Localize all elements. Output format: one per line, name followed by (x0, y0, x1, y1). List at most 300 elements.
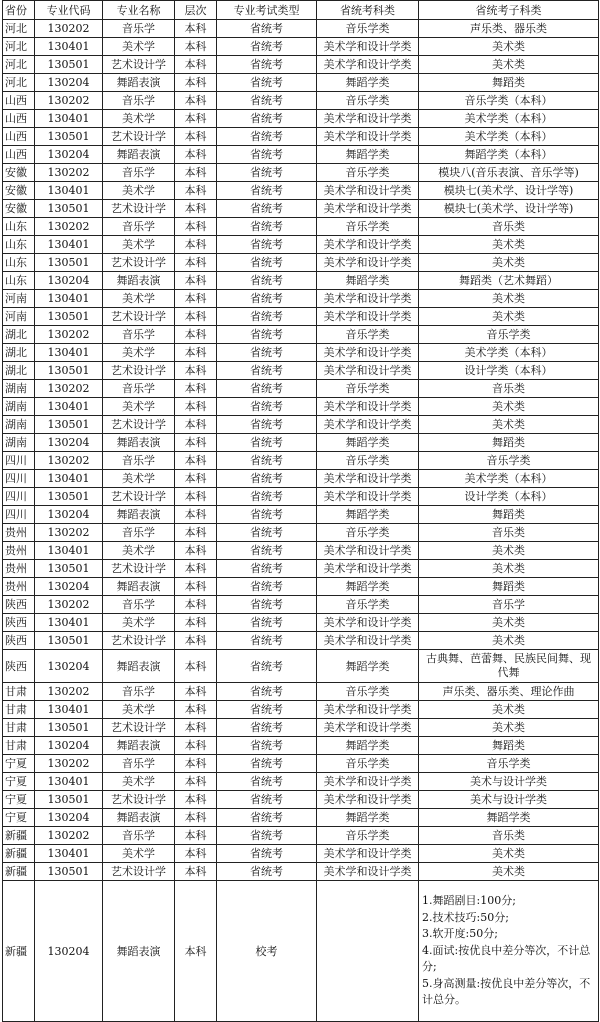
cell-exam-type: 省统考 (217, 380, 317, 398)
cell-level: 本科 (175, 20, 217, 38)
cell-level: 本科 (175, 683, 217, 701)
cell-province: 山西 (3, 110, 35, 128)
cell-subcategory: 美术类 (419, 308, 599, 326)
cell-category: 美术学和设计学类 (317, 470, 419, 488)
cell-major: 音乐学 (103, 755, 175, 773)
cell-province: 河南 (3, 290, 35, 308)
table-row (3, 398, 599, 416)
cell-major: 艺术设计学 (103, 488, 175, 506)
cell-subcategory: 舞蹈类 (419, 506, 599, 524)
cell-major: 音乐学 (103, 452, 175, 470)
cell-exam-type: 省统考 (217, 719, 317, 737)
cell-major: 美术学 (103, 290, 175, 308)
cell-level: 本科 (175, 863, 217, 881)
table-row (3, 344, 599, 362)
cell-province: 新疆 (3, 827, 35, 845)
cell-major: 舞蹈表演 (103, 146, 175, 164)
cell-level: 本科 (175, 38, 217, 56)
cell-subcategory: 美术学类（本科） (419, 110, 599, 128)
cell-exam-type: 省统考 (217, 128, 317, 146)
cell-level: 本科 (175, 182, 217, 200)
cell-province: 湖北 (3, 326, 35, 344)
cell-level: 本科 (175, 74, 217, 92)
cell-major: 美术学 (103, 38, 175, 56)
header-level: 层次 (175, 1, 217, 20)
cell-province: 宁夏 (3, 791, 35, 809)
table-row (3, 38, 599, 56)
cell-level: 本科 (175, 128, 217, 146)
table-row (3, 452, 599, 470)
cell-category: 美术学和设计学类 (317, 614, 419, 632)
cell-major: 音乐学 (103, 380, 175, 398)
cell-exam-type: 省统考 (217, 614, 317, 632)
header-category: 省统考科类 (317, 1, 419, 20)
cell-province: 陕西 (3, 614, 35, 632)
cell-exam-type: 省统考 (217, 182, 317, 200)
table-row (3, 74, 599, 92)
cell-subcategory: 音乐学类 (419, 452, 599, 470)
cell-category: 美术学和设计学类 (317, 344, 419, 362)
table-row (3, 845, 599, 863)
cell-category: 音乐学类 (317, 326, 419, 344)
table-row (3, 614, 599, 632)
cell-province: 陕西 (3, 596, 35, 614)
cell-major: 艺术设计学 (103, 128, 175, 146)
cell-major: 艺术设计学 (103, 863, 175, 881)
cell-major: 艺术设计学 (103, 200, 175, 218)
cell-category: 音乐学类 (317, 164, 419, 182)
cell-major: 美术学 (103, 110, 175, 128)
admissions-table (2, 0, 599, 1022)
cell-exam-type: 省统考 (217, 506, 317, 524)
cell-exam-type: 省统考 (217, 452, 317, 470)
cell-code: 130501 (35, 362, 103, 380)
cell-code: 130401 (35, 38, 103, 56)
cell-major: 艺术设计学 (103, 362, 175, 380)
cell-level: 本科 (175, 560, 217, 578)
cell-subcategory: 美术类 (419, 560, 599, 578)
cell-level: 本科 (175, 632, 217, 650)
cell-notes (419, 881, 599, 1022)
cell-category: 舞蹈学类 (317, 146, 419, 164)
cell-category: 美术学和设计学类 (317, 362, 419, 380)
table-row (3, 308, 599, 326)
cell-category: 音乐学类 (317, 524, 419, 542)
cell-province: 四川 (3, 452, 35, 470)
cell-exam-type: 省统考 (217, 398, 317, 416)
cell-code: 130202 (35, 20, 103, 38)
cell-province: 湖南 (3, 380, 35, 398)
cell-exam-type: 省统考 (217, 146, 317, 164)
cell-level: 本科 (175, 416, 217, 434)
cell-category: 美术学和设计学类 (317, 308, 419, 326)
cell-code: 130501 (35, 632, 103, 650)
table-row (3, 236, 599, 254)
table-row (3, 182, 599, 200)
cell-major: 音乐学 (103, 683, 175, 701)
cell-category: 美术学和设计学类 (317, 236, 419, 254)
table-row (3, 596, 599, 614)
cell-subcategory: 音乐学类 (419, 326, 599, 344)
cell-code: 130501 (35, 560, 103, 578)
cell-major: 舞蹈表演 (103, 506, 175, 524)
cell-exam-type: 省统考 (217, 578, 317, 596)
cell-category: 美术学和设计学类 (317, 719, 419, 737)
cell-major: 音乐学 (103, 524, 175, 542)
cell-category: 美术学和设计学类 (317, 38, 419, 56)
cell-level: 本科 (175, 737, 217, 755)
cell-category: 美术学和设计学类 (317, 701, 419, 719)
cell-exam-type: 省统考 (217, 236, 317, 254)
cell-code: 130204 (35, 650, 103, 683)
cell-level: 本科 (175, 650, 217, 683)
cell-category: 美术学和设计学类 (317, 290, 419, 308)
cell-province: 甘肃 (3, 719, 35, 737)
cell-category: 美术学和设计学类 (317, 488, 419, 506)
note-line: 2.技术技巧:50分; (422, 910, 509, 924)
cell-code: 130202 (35, 164, 103, 182)
cell-subcategory: 舞蹈类 (419, 578, 599, 596)
cell-exam-type: 省统考 (217, 20, 317, 38)
header-subcategory: 省统考子科类 (419, 1, 599, 20)
cell-subcategory: 美术类 (419, 863, 599, 881)
cell-province: 山东 (3, 272, 35, 290)
cell-province: 新疆 (3, 845, 35, 863)
table-row (3, 488, 599, 506)
cell-major: 音乐学 (103, 92, 175, 110)
cell-major: 音乐学 (103, 326, 175, 344)
cell-subcategory: 美术学类（本科） (419, 470, 599, 488)
cell-subcategory: 音乐类 (419, 827, 599, 845)
cell-exam-type: 省统考 (217, 650, 317, 683)
cell-major: 舞蹈表演 (103, 809, 175, 827)
cell-province: 贵州 (3, 542, 35, 560)
cell-level: 本科 (175, 164, 217, 182)
cell-exam-type: 校考 (217, 881, 317, 1022)
cell-category: 音乐学类 (317, 827, 419, 845)
cell-subcategory: 古典舞、芭蕾舞、民族民间舞、现代舞 (419, 650, 599, 683)
table-row (3, 272, 599, 290)
cell-major: 艺术设计学 (103, 560, 175, 578)
cell-province: 河北 (3, 56, 35, 74)
table-row (3, 110, 599, 128)
table-row (3, 683, 599, 701)
cell-major: 美术学 (103, 542, 175, 560)
cell-category: 音乐学类 (317, 20, 419, 38)
cell-exam-type: 省统考 (217, 434, 317, 452)
cell-province: 安徽 (3, 182, 35, 200)
cell-code: 130204 (35, 434, 103, 452)
cell-exam-type: 省统考 (217, 92, 317, 110)
cell-major: 音乐学 (103, 596, 175, 614)
table-row (3, 290, 599, 308)
cell-major: 艺术设计学 (103, 719, 175, 737)
cell-major: 艺术设计学 (103, 254, 175, 272)
cell-level: 本科 (175, 92, 217, 110)
cell-exam-type: 省统考 (217, 290, 317, 308)
final-row-group (3, 881, 599, 1022)
cell-category: 舞蹈学类 (317, 74, 419, 92)
cell-exam-type: 省统考 (217, 632, 317, 650)
cell-code: 130401 (35, 110, 103, 128)
cell-province: 安徽 (3, 200, 35, 218)
cell-major: 美术学 (103, 701, 175, 719)
cell-major: 美术学 (103, 398, 175, 416)
cell-major: 美术学 (103, 236, 175, 254)
cell-subcategory: 美术类 (419, 701, 599, 719)
table-row (3, 128, 599, 146)
table-row (3, 719, 599, 737)
cell-province: 宁夏 (3, 755, 35, 773)
cell-province: 宁夏 (3, 809, 35, 827)
cell-category: 音乐学类 (317, 452, 419, 470)
cell-exam-type: 省统考 (217, 254, 317, 272)
cell-subcategory: 美术类 (419, 236, 599, 254)
table-row (3, 254, 599, 272)
cell-subcategory: 美术类 (419, 254, 599, 272)
cell-subcategory: 舞蹈类 (419, 74, 599, 92)
cell-category: 美术学和设计学类 (317, 110, 419, 128)
cell-level: 本科 (175, 488, 217, 506)
table-row (3, 20, 599, 38)
cell-code: 130501 (35, 791, 103, 809)
cell-subcategory: 美术类 (419, 38, 599, 56)
cell-subcategory: 声乐类、器乐类、理论作曲 (419, 683, 599, 701)
cell-code: 130202 (35, 218, 103, 236)
cell-exam-type: 省统考 (217, 791, 317, 809)
cell-category: 美术学和设计学类 (317, 542, 419, 560)
cell-code: 130401 (35, 290, 103, 308)
cell-exam-type: 省统考 (217, 56, 317, 74)
cell-level: 本科 (175, 452, 217, 470)
cell-major: 舞蹈表演 (103, 881, 175, 1022)
cell-province: 陕西 (3, 650, 35, 683)
cell-code: 130501 (35, 254, 103, 272)
cell-level: 本科 (175, 290, 217, 308)
cell-level: 本科 (175, 773, 217, 791)
cell-major: 美术学 (103, 773, 175, 791)
cell-exam-type: 省统考 (217, 524, 317, 542)
cell-code: 130202 (35, 380, 103, 398)
table-row (3, 632, 599, 650)
cell-level: 本科 (175, 200, 217, 218)
cell-level: 本科 (175, 326, 217, 344)
cell-level: 本科 (175, 506, 217, 524)
cell-code: 130202 (35, 326, 103, 344)
cell-level: 本科 (175, 146, 217, 164)
cell-subcategory: 美术与设计学类 (419, 791, 599, 809)
cell-subcategory: 舞蹈学类（本科） (419, 146, 599, 164)
table-row (3, 200, 599, 218)
cell-category: 音乐学类 (317, 596, 419, 614)
cell-category (317, 881, 419, 1022)
cell-province: 河北 (3, 74, 35, 92)
cell-province: 甘肃 (3, 683, 35, 701)
cell-level: 本科 (175, 542, 217, 560)
cell-province: 河北 (3, 38, 35, 56)
cell-level: 本科 (175, 719, 217, 737)
cell-exam-type: 省统考 (217, 596, 317, 614)
table-row (3, 701, 599, 719)
cell-exam-type: 省统考 (217, 326, 317, 344)
table-row (3, 218, 599, 236)
cell-category: 舞蹈学类 (317, 434, 419, 452)
cell-code: 130501 (35, 863, 103, 881)
table-row (3, 755, 599, 773)
cell-category: 美术学和设计学类 (317, 128, 419, 146)
table-row (3, 506, 599, 524)
cell-province: 湖南 (3, 434, 35, 452)
cell-level: 本科 (175, 110, 217, 128)
cell-province: 河南 (3, 308, 35, 326)
cell-code: 130401 (35, 344, 103, 362)
cell-category: 美术学和设计学类 (317, 560, 419, 578)
cell-exam-type: 省统考 (217, 308, 317, 326)
cell-category: 美术学和设计学类 (317, 416, 419, 434)
cell-subcategory: 美术类 (419, 614, 599, 632)
cell-major: 艺术设计学 (103, 308, 175, 326)
cell-major: 舞蹈表演 (103, 650, 175, 683)
cell-major: 艺术设计学 (103, 632, 175, 650)
cell-level: 本科 (175, 362, 217, 380)
cell-exam-type: 省统考 (217, 488, 317, 506)
table-row (3, 578, 599, 596)
cell-subcategory: 美术类 (419, 542, 599, 560)
cell-major: 美术学 (103, 470, 175, 488)
cell-code: 130204 (35, 146, 103, 164)
cell-province: 四川 (3, 488, 35, 506)
cell-code: 130202 (35, 827, 103, 845)
cell-subcategory: 音乐学类 (419, 755, 599, 773)
cell-level: 本科 (175, 809, 217, 827)
cell-code: 130202 (35, 92, 103, 110)
cell-exam-type: 省统考 (217, 560, 317, 578)
cell-major: 音乐学 (103, 218, 175, 236)
cell-subcategory: 模块七(美术学、设计学等) (419, 200, 599, 218)
cell-exam-type: 省统考 (217, 863, 317, 881)
cell-exam-type: 省统考 (217, 344, 317, 362)
cell-subcategory: 模块八(音乐表演、音乐学等) (419, 164, 599, 182)
cell-code: 130401 (35, 398, 103, 416)
cell-category: 美术学和设计学类 (317, 791, 419, 809)
table-row (3, 416, 599, 434)
table-row (3, 791, 599, 809)
cell-subcategory: 舞蹈学类 (419, 809, 599, 827)
cell-subcategory: 舞蹈类 (419, 737, 599, 755)
cell-exam-type: 省统考 (217, 74, 317, 92)
cell-province: 湖南 (3, 398, 35, 416)
cell-major: 舞蹈表演 (103, 74, 175, 92)
cell-exam-type: 省统考 (217, 701, 317, 719)
cell-level: 本科 (175, 791, 217, 809)
cell-level: 本科 (175, 596, 217, 614)
cell-exam-type: 省统考 (217, 773, 317, 791)
cell-code: 130202 (35, 596, 103, 614)
cell-subcategory: 美术类 (419, 290, 599, 308)
cell-code: 130204 (35, 272, 103, 290)
cell-category: 音乐学类 (317, 755, 419, 773)
cell-major: 舞蹈表演 (103, 578, 175, 596)
table-body (3, 20, 599, 881)
cell-exam-type: 省统考 (217, 200, 317, 218)
cell-subcategory: 音乐类 (419, 380, 599, 398)
cell-category: 美术学和设计学类 (317, 254, 419, 272)
cell-level: 本科 (175, 398, 217, 416)
cell-subcategory: 音乐学类（本科） (419, 92, 599, 110)
cell-code: 130202 (35, 524, 103, 542)
header-row (3, 1, 599, 20)
cell-major: 舞蹈表演 (103, 434, 175, 452)
cell-level: 本科 (175, 254, 217, 272)
cell-category: 音乐学类 (317, 218, 419, 236)
cell-code: 130202 (35, 755, 103, 773)
cell-exam-type: 省统考 (217, 737, 317, 755)
cell-level: 本科 (175, 218, 217, 236)
cell-major: 美术学 (103, 182, 175, 200)
table-row (3, 434, 599, 452)
table-row (3, 650, 599, 683)
cell-province: 甘肃 (3, 701, 35, 719)
cell-code: 130204 (35, 737, 103, 755)
cell-subcategory: 美术类 (419, 845, 599, 863)
cell-category: 美术学和设计学类 (317, 398, 419, 416)
cell-category: 美术学和设计学类 (317, 182, 419, 200)
cell-level: 本科 (175, 755, 217, 773)
cell-province: 山东 (3, 236, 35, 254)
table-row (3, 56, 599, 74)
cell-code: 130202 (35, 452, 103, 470)
cell-province: 新疆 (3, 881, 35, 1022)
cell-category: 音乐学类 (317, 92, 419, 110)
cell-subcategory: 声乐类、器乐类 (419, 20, 599, 38)
cell-subcategory: 美术类 (419, 398, 599, 416)
cell-level: 本科 (175, 434, 217, 452)
cell-code: 130401 (35, 236, 103, 254)
cell-province: 山西 (3, 92, 35, 110)
cell-major: 音乐学 (103, 827, 175, 845)
cell-exam-type: 省统考 (217, 470, 317, 488)
cell-major: 美术学 (103, 344, 175, 362)
cell-category: 舞蹈学类 (317, 809, 419, 827)
cell-category: 舞蹈学类 (317, 650, 419, 683)
cell-major: 音乐学 (103, 164, 175, 182)
cell-province: 湖南 (3, 416, 35, 434)
cell-code: 130401 (35, 701, 103, 719)
cell-level: 本科 (175, 827, 217, 845)
cell-code: 130401 (35, 542, 103, 560)
cell-province: 湖北 (3, 344, 35, 362)
cell-province: 宁夏 (3, 773, 35, 791)
table-row-final (3, 881, 599, 1022)
note-line: 4.面试:按优良中差分等次，不计总分; (422, 943, 591, 974)
cell-code: 130204 (35, 809, 103, 827)
cell-province: 山东 (3, 218, 35, 236)
cell-province: 河北 (3, 20, 35, 38)
cell-exam-type: 省统考 (217, 164, 317, 182)
cell-subcategory: 美术类 (419, 719, 599, 737)
cell-exam-type: 省统考 (217, 362, 317, 380)
cell-province: 四川 (3, 470, 35, 488)
cell-major: 艺术设计学 (103, 416, 175, 434)
note-line: 1.舞蹈剧目:100分; (422, 894, 516, 908)
table-row (3, 326, 599, 344)
header-major: 专业名称 (103, 1, 175, 20)
cell-exam-type: 省统考 (217, 416, 317, 434)
cell-exam-type: 省统考 (217, 827, 317, 845)
cell-province: 贵州 (3, 578, 35, 596)
cell-category: 音乐学类 (317, 380, 419, 398)
table-row (3, 863, 599, 881)
